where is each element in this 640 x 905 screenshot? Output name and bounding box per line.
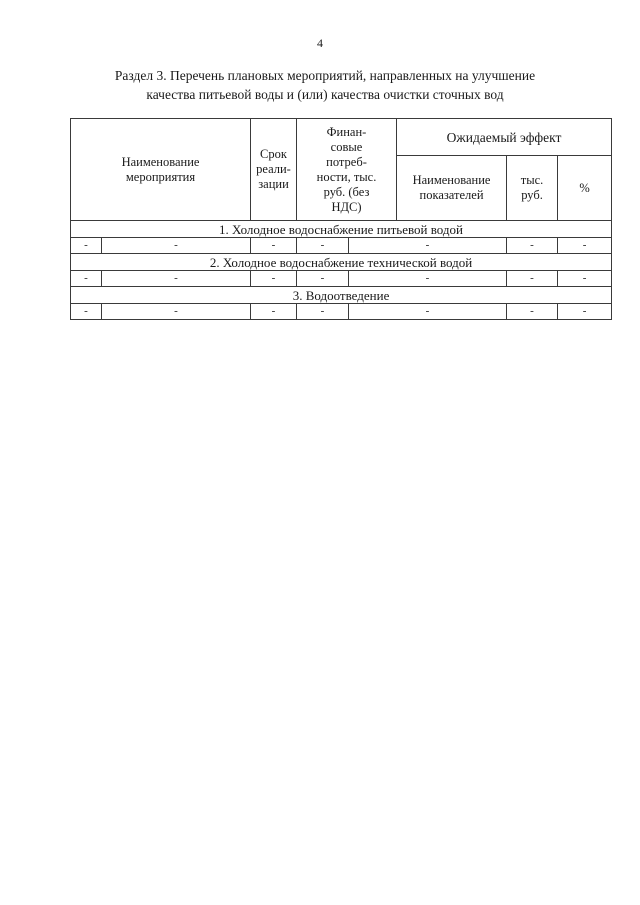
- header-thousand-rub: тыс. руб.: [507, 156, 558, 221]
- section-title: [60, 66, 590, 104]
- table-cell: -: [297, 238, 349, 254]
- table-cell: -: [507, 304, 558, 320]
- table-cell: -: [102, 238, 251, 254]
- table-cell: -: [102, 304, 251, 320]
- table-cell: -: [297, 304, 349, 320]
- section-heading: 3. Водоотведение: [71, 287, 612, 304]
- table-cell: -: [558, 271, 612, 287]
- header-finance: Финан-совые потреб-ности, тыс. руб. (без НДС): [297, 119, 397, 221]
- table-cell: -: [349, 271, 507, 287]
- header-percent: %: [558, 156, 612, 221]
- table-cell: -: [71, 238, 102, 254]
- page-number: 4: [317, 36, 323, 50]
- section-heading: 1. Холодное водоснабжение питьевой водой: [71, 221, 612, 238]
- table-cell: -: [102, 271, 251, 287]
- header-expected-effect: Ожидаемый эффект: [397, 119, 612, 156]
- header-term: Срок реали-зации: [251, 119, 297, 221]
- table-cell: -: [558, 304, 612, 320]
- table-cell: -: [71, 304, 102, 320]
- section-title-line-1: Раздел 3. Перечень плановых мероприятий, направленных на улучшение: [114, 68, 536, 83]
- table-cell: -: [251, 238, 297, 254]
- table-cell: -: [297, 271, 349, 287]
- table-cell: -: [251, 271, 297, 287]
- table-cell: -: [349, 304, 507, 320]
- table-cell: -: [507, 238, 558, 254]
- section-title-line-2: качества питьевой воды и (или) качества очистки сточных вод: [146, 87, 504, 102]
- section-heading: 2. Холодное водоснабжение технической водой: [71, 254, 612, 271]
- table-cell: -: [349, 238, 507, 254]
- table-cell: -: [71, 271, 102, 287]
- table-cell: -: [558, 238, 612, 254]
- measures-table: [70, 118, 612, 320]
- header-measure-name: Наименование мероприятия: [71, 119, 251, 221]
- table-cell: -: [507, 271, 558, 287]
- table-cell: -: [251, 304, 297, 320]
- header-indicator-name: Наименование показателей: [397, 156, 507, 221]
